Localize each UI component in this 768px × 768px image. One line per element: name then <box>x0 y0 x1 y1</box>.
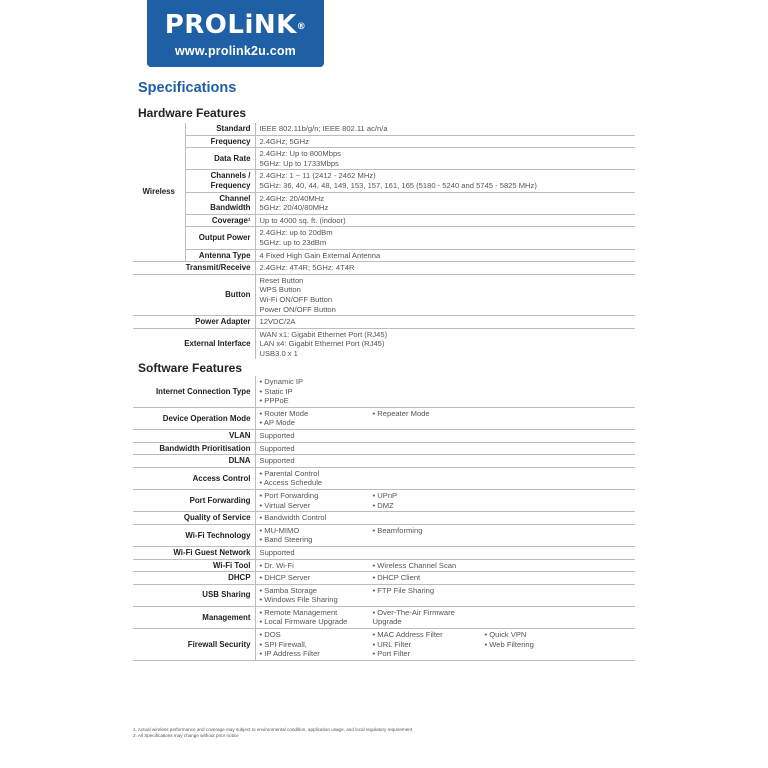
spec-label: Management <box>133 606 255 628</box>
value-line: Supported <box>259 430 295 440</box>
spec-value <box>255 192 635 214</box>
spec-label: Channel Bandwidth <box>185 192 255 214</box>
spec-label: External Interface <box>184 339 251 349</box>
software-heading: Software Features <box>138 361 243 375</box>
value-line: • Port Forwarding <box>259 490 319 500</box>
spec-label: Power Adapter <box>133 316 255 329</box>
value-line: • Quick VPN <box>484 630 527 640</box>
value-column <box>260 630 373 659</box>
spec-label: Internet Connection Type <box>133 376 255 407</box>
spec-row <box>133 123 635 135</box>
spec-row <box>133 559 635 572</box>
spec-row <box>133 512 635 525</box>
spec-row <box>133 214 635 227</box>
spec-row <box>133 274 635 315</box>
value-line: • Repeater Mode <box>372 408 430 418</box>
spec-value <box>255 546 635 559</box>
spec-value <box>255 467 635 489</box>
value-line: Up to 4000 sq. ft. (indoor) <box>259 215 346 225</box>
value-line: • Virtual Server <box>259 500 311 510</box>
spec-row <box>133 455 635 468</box>
footnote: 1. Actual wireless performance and coverage may subject to environmental condition, application usage, and local regulatory requirement <box>133 727 413 732</box>
value-line: 5GHz: Up to 1733Mbps <box>259 158 339 168</box>
spec-value <box>255 170 635 192</box>
value-line: 2.4GHz; 5GHz <box>259 136 309 146</box>
spec-label: Coverage¹ <box>185 214 255 227</box>
spec-row <box>133 148 635 170</box>
spec-row <box>133 489 635 511</box>
value-line: • DMZ <box>372 500 394 510</box>
value-column <box>260 548 373 558</box>
value-line: 4 Fixed High Gain External Antenna <box>259 250 381 260</box>
value-column <box>373 586 485 605</box>
value-column <box>260 526 373 545</box>
spec-row <box>133 170 635 192</box>
page-title: Specifications <box>138 80 237 96</box>
spec-row <box>133 584 635 606</box>
spec-value <box>255 316 635 329</box>
value-column <box>260 608 373 627</box>
value-line: • IP Address Filter <box>259 649 320 659</box>
spec-value <box>255 123 635 135</box>
group-label-wireless: Wireless <box>133 123 185 262</box>
value-columns <box>260 586 632 605</box>
value-column <box>373 573 485 583</box>
value-line: • Local Firmware Upgrade <box>259 617 348 627</box>
value-line: • SPI Firewall, <box>259 639 307 649</box>
value-line: • Router Mode <box>259 408 309 418</box>
spec-label: Device Operation Mode <box>133 407 255 429</box>
spec-value <box>255 455 635 468</box>
value-column <box>260 586 373 605</box>
spec-label: Access Control <box>133 467 255 489</box>
spec-value <box>255 629 635 661</box>
value-line: Supported <box>259 547 295 557</box>
value-line: 2.4GHz: 4T4R; 5GHz: 4T4R <box>259 263 355 273</box>
spec-row <box>133 227 635 249</box>
spec-row <box>133 606 635 628</box>
spec-label: Channels / Frequency <box>185 170 255 192</box>
value-column <box>373 561 485 571</box>
spec-row <box>133 262 635 275</box>
value-line: 2.4GHz: Up to 800Mbps <box>259 149 341 159</box>
spec-value <box>255 489 635 511</box>
value-column <box>260 469 373 488</box>
spec-label: Port Forwarding <box>133 489 255 511</box>
value-column <box>373 526 485 545</box>
value-column <box>260 573 373 583</box>
spec-value <box>255 249 635 262</box>
spec-row <box>133 316 635 329</box>
value-line: • Port Filter <box>372 649 411 659</box>
spec-value <box>255 214 635 227</box>
value-line: • DHCP Client <box>372 573 421 583</box>
value-columns <box>260 431 632 441</box>
spec-row <box>133 407 635 429</box>
value-line: • DHCP Server <box>259 573 311 583</box>
spec-row <box>133 376 635 407</box>
spec-value <box>255 148 635 170</box>
value-column <box>260 431 373 441</box>
value-columns <box>260 548 632 558</box>
value-column <box>485 630 585 659</box>
spec-row <box>133 442 635 455</box>
spec-value <box>255 262 635 275</box>
spec-label: Transmit/Receive <box>133 262 255 275</box>
value-line: 2.4GHz: 1 ~ 11 (2412 - 2462 MHz) <box>259 171 376 181</box>
spec-value <box>255 442 635 455</box>
value-line: • Remote Management <box>259 607 338 617</box>
value-line: 5GHz: up to 23dBm <box>259 237 327 247</box>
spec-label: DLNA <box>133 455 255 468</box>
value-line: • Dr. Wi-Fi <box>259 560 294 570</box>
value-columns <box>260 573 632 583</box>
value-line: • UPnP <box>372 490 398 500</box>
value-line: IEEE 802.11b/g/n; IEEE 802.11 ac/n/a <box>259 124 388 133</box>
value-columns <box>260 608 632 627</box>
value-line: Supported <box>259 456 295 466</box>
value-line: • FTP File Sharing <box>372 585 435 595</box>
spec-value <box>255 328 635 359</box>
spec-label: VLAN <box>133 429 255 442</box>
value-column <box>260 513 373 523</box>
value-line: LAN x4: Gigabit Ethernet Port (RJ45) <box>259 339 385 349</box>
prolink-logo <box>147 0 324 67</box>
spec-label: DHCP <box>133 572 255 585</box>
value-columns <box>260 526 632 545</box>
spec-row <box>133 572 635 585</box>
hardware-heading: Hardware Features <box>138 106 247 120</box>
value-line: 12VDC/2A <box>259 317 296 327</box>
value-line: Power ON/OFF Button <box>259 304 336 314</box>
value-line: • Over-The-Air Firmware Upgrade <box>372 607 455 627</box>
spec-label: Frequency <box>185 135 255 148</box>
spec-value <box>255 407 635 429</box>
value-line: • Bandwidth Control <box>259 513 327 523</box>
spec-label: Wi-Fi Technology <box>133 524 255 546</box>
hardware-spec-table <box>133 123 635 359</box>
value-line: • Dynamic IP <box>259 377 304 386</box>
spec-value <box>255 584 635 606</box>
value-line: Reset Button <box>259 275 304 285</box>
value-line: WAN x1: Gigabit Ethernet Port (RJ45) <box>259 329 388 339</box>
value-column <box>260 444 373 454</box>
value-columns <box>260 456 632 466</box>
value-column <box>373 630 485 659</box>
value-columns <box>260 513 632 523</box>
spec-row <box>133 629 635 661</box>
value-line: • MU-MIMO <box>259 525 300 535</box>
value-column <box>260 491 373 510</box>
footnote: 2. All Specifications may change without prior notice <box>133 732 239 738</box>
value-line: • Web Filtering <box>484 639 534 649</box>
value-line: • MAC Address Filter <box>372 630 443 640</box>
spec-label: Quality of Service <box>133 512 255 525</box>
spec-label: Standard <box>185 123 255 135</box>
value-line: WPS Button <box>259 285 301 295</box>
value-line: • Wireless Channel Scan <box>372 560 457 570</box>
logo-url: www.prolink2u.com <box>174 44 296 58</box>
spec-label: Output Power <box>185 227 255 249</box>
value-columns <box>260 377 632 406</box>
value-column <box>260 409 373 428</box>
value-line: • Parental Control <box>259 468 320 478</box>
software-spec-table <box>133 376 635 661</box>
spec-value <box>255 606 635 628</box>
spec-label: Antenna Type <box>185 249 255 262</box>
spec-label: Wi-Fi Guest Network <box>133 546 255 559</box>
spec-value <box>255 135 635 148</box>
value-line: • DOS <box>259 630 281 640</box>
spec-row <box>133 467 635 489</box>
value-line: • Access Schedule <box>259 478 323 488</box>
value-line: Supported <box>259 443 295 453</box>
spec-label: Bandwidth Prioritisation <box>133 442 255 455</box>
spec-row <box>133 135 635 148</box>
value-line: USB3.0 x 1 <box>259 348 298 358</box>
spec-label: Button <box>133 274 255 315</box>
value-column <box>260 561 373 571</box>
value-line: 5GHz: 36, 40, 44, 48, 149, 153, 157, 161, 165 (5180 - 5240 and 5745 - 5825 MHz) <box>259 180 537 190</box>
footnotes <box>133 727 412 738</box>
spec-label: Data Rate <box>185 148 255 170</box>
logo-brand-text: PROLiNK® <box>164 10 307 40</box>
spec-row <box>133 546 635 559</box>
spec-row <box>133 192 635 214</box>
value-line: • Static IP <box>259 386 293 396</box>
spec-row <box>133 524 635 546</box>
spec-row <box>133 429 635 442</box>
spec-row <box>133 249 635 262</box>
value-line: • AP Mode <box>259 418 295 428</box>
value-columns <box>260 409 632 428</box>
value-column <box>373 491 485 510</box>
value-column <box>373 409 485 428</box>
spec-value <box>255 572 635 585</box>
value-column <box>373 608 485 627</box>
value-line: 2.4GHz: 20/40MHz <box>259 193 325 203</box>
spec-label: Firewall Security <box>133 629 255 661</box>
spec-value <box>255 524 635 546</box>
value-line: • Samba Storage <box>259 585 318 595</box>
value-line: 2.4GHz: up to 20dBm <box>259 228 333 238</box>
value-columns <box>260 491 632 510</box>
value-line: • Band Steering <box>259 535 313 545</box>
value-column <box>260 456 373 466</box>
value-column <box>260 377 373 406</box>
value-columns <box>260 469 632 488</box>
spec-value <box>255 559 635 572</box>
spec-row <box>133 328 635 359</box>
spec-value <box>255 512 635 525</box>
spec-value <box>255 274 635 315</box>
spec-label: Wi-Fi Tool <box>133 559 255 572</box>
value-line: • Beamforming <box>372 525 423 535</box>
value-line: 5GHz: 20/40/80MHz <box>259 203 329 213</box>
value-columns <box>260 561 632 571</box>
value-line: • URL Filter <box>372 639 412 649</box>
value-columns <box>260 630 632 659</box>
value-line: • PPPoE <box>259 396 289 406</box>
spec-label: USB Sharing <box>133 584 255 606</box>
value-line: • Windows File Sharing <box>259 595 338 605</box>
spec-value <box>255 227 635 249</box>
spec-value <box>255 376 635 407</box>
spec-value <box>255 429 635 442</box>
value-columns <box>260 444 632 454</box>
value-line: Wi-Fi ON/OFF Button <box>259 294 333 304</box>
